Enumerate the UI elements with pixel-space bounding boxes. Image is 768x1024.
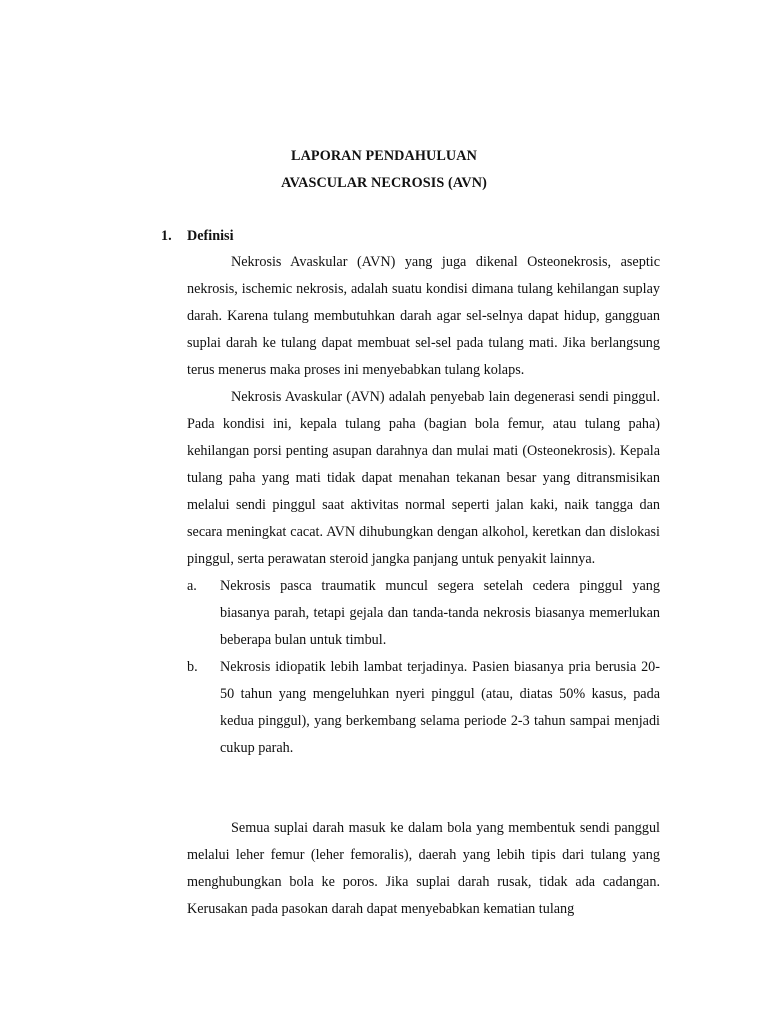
section-number: 1. (161, 228, 172, 244)
list-marker: a. (187, 578, 197, 594)
document-subtitle: AVASCULAR NECROSIS (AVN) (281, 175, 487, 191)
section-body (187, 249, 660, 762)
section-heading-text: Definisi (187, 228, 234, 244)
closing-body (187, 815, 660, 923)
document-title: LAPORAN PENDAHULUAN (291, 148, 477, 164)
list-marker: b. (187, 659, 198, 675)
paragraph: Nekrosis Avaskular (AVN) adalah penyebab lain degenerasi sendi pinggul. Pada kondisi ini, kepala tulang paha (bagian bola femur, atau tulang paha) kehilangan porsi penting asupan darahnya dan mulai mati (Osteonekrosis). Kepala tulang paha yang mati tidak dapat menahan tekanan besar yang ditransmisikan melalui sendi pinggul saat aktivitas normal seperti jalan kaki, naik tangga dan secara meningkat cacat. AVN dihubungkan dengan alkohol, keretkan dan dislokasi pinggul, serta perawatan steroid jangka panjang untuk penyakit lainnya. (187, 389, 660, 567)
list-item-text: Nekrosis idiopatik lebih lambat terjadinya. Pasien biasanya pria berusia 20-50 tahun yang mengeluhkan nyeri pinggul (atau, diatas 50% kasus, pada kedua pinggul), yang berkembang selama periode 2-3 tahun sampai menjadi cukup parah. (220, 659, 660, 756)
list-item (187, 573, 660, 654)
paragraph: Semua suplai darah masuk ke dalam bola yang membentuk sendi panggul melalui leher femur (leher femoralis), daerah yang lebih tipis dari tulang yang menghubungkan bola ke poros. Jika suplai darah rusak, tidak ada cadangan. Kerusakan pada pasokan darah dapat menyebabkan kematian tulang (187, 820, 660, 917)
list-item (187, 654, 660, 762)
section-heading (161, 228, 234, 245)
lettered-list (187, 573, 660, 762)
paragraph: Nekrosis Avaskular (AVN) yang juga dikenal Osteonekrosis, aseptic nekrosis, ischemic nekrosis, adalah suatu kondisi dimana tulang kehilangan suplay darah. Karena tulang membutuhkan darah agar sel-selnya dapat hidup, gangguan suplai darah ke tulang dapat membuat sel-sel pada tulang mati. Jika berlangsung terus menerus maka proses ini menyebabkan tulang kolaps. (187, 254, 660, 378)
list-item-text: Nekrosis pasca traumatik muncul segera setelah cedera pinggul yang biasanya parah, tetapi gejala dan tanda-tanda nekrosis biasanya memerlukan beberapa bulan untuk timbul. (220, 578, 660, 648)
